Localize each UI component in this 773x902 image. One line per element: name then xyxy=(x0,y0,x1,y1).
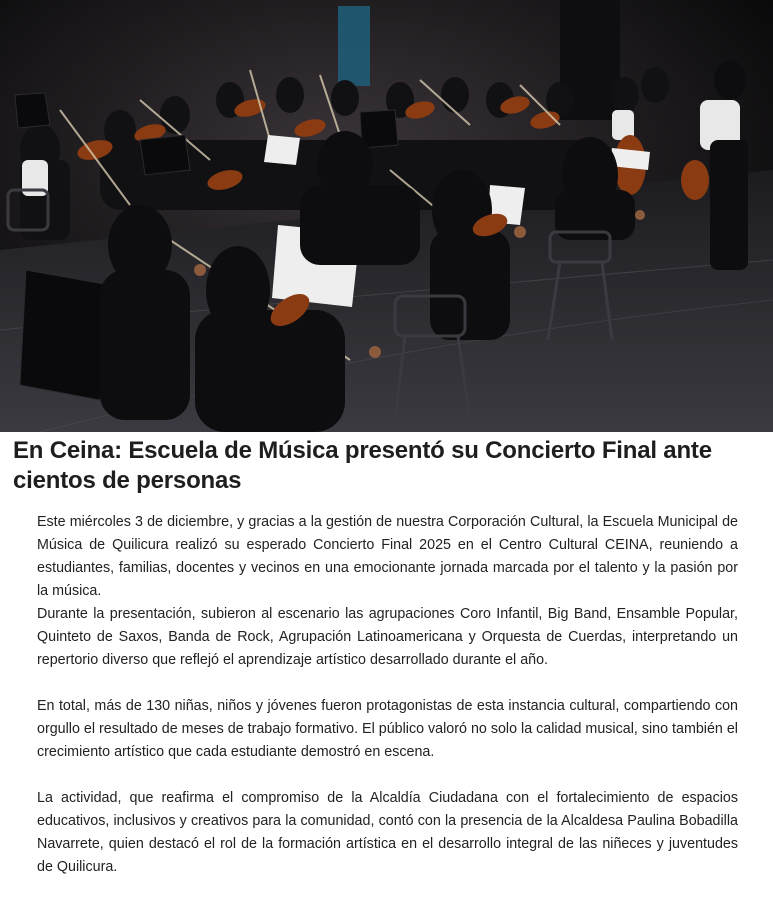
orchestra-photo-illustration xyxy=(0,0,773,432)
article-body xyxy=(37,511,738,902)
article-paragraph-4: La actividad, que reafirma el compromiso de la Alcaldía Ciudadana con el fortalecimiento de espacios educativos, inclusivos y creativos para la comunidad, contó con la presencia de la Alcaldesa Paulina Bobadilla Navarrete, quien destacó el rol de la formación artística en el desarrollo integral de las niñeces y juventudes de Quilicura. xyxy=(37,790,738,875)
article-paragraph-1: Este miércoles 3 de diciembre, y gracias a la gestión de nuestra Corporación Cultural, la Escuela Municipal de Música de Quilicura realizó su esperado Concierto Final 2025 en el Centro Cultural CEINA, reuniendo a estudiantes, familias, docentes y vecinos en una emocionante jornada marcada por el talento y la pasión por la música. xyxy=(37,514,738,599)
article-paragraph-3: En total, más de 130 niñas, niños y jóvenes fueron protagonistas de esta instancia cultural, compartiendo con orgullo el resultado de meses de trabajo formativo. El público valoró no solo la calidad musical, sino también el crecimiento artístico que cada estudiante demostró en escena. xyxy=(37,698,738,760)
article-paragraph-2: Durante la presentación, subieron al escenario las agrupaciones Coro Infantil, Big Band, Ensamble Popular, Quinteto de Saxos, Banda de Rock, Agrupación Latinoamericana y Orquesta de Cuerdas, interpretando un repertorio diverso que reflejó el aprendizaje artístico desarrollado durante el año. xyxy=(37,606,738,668)
concert-photo xyxy=(0,0,773,432)
article-title: En Ceina: Escuela de Música presentó su Concierto Final ante cientos de personas xyxy=(13,437,712,494)
